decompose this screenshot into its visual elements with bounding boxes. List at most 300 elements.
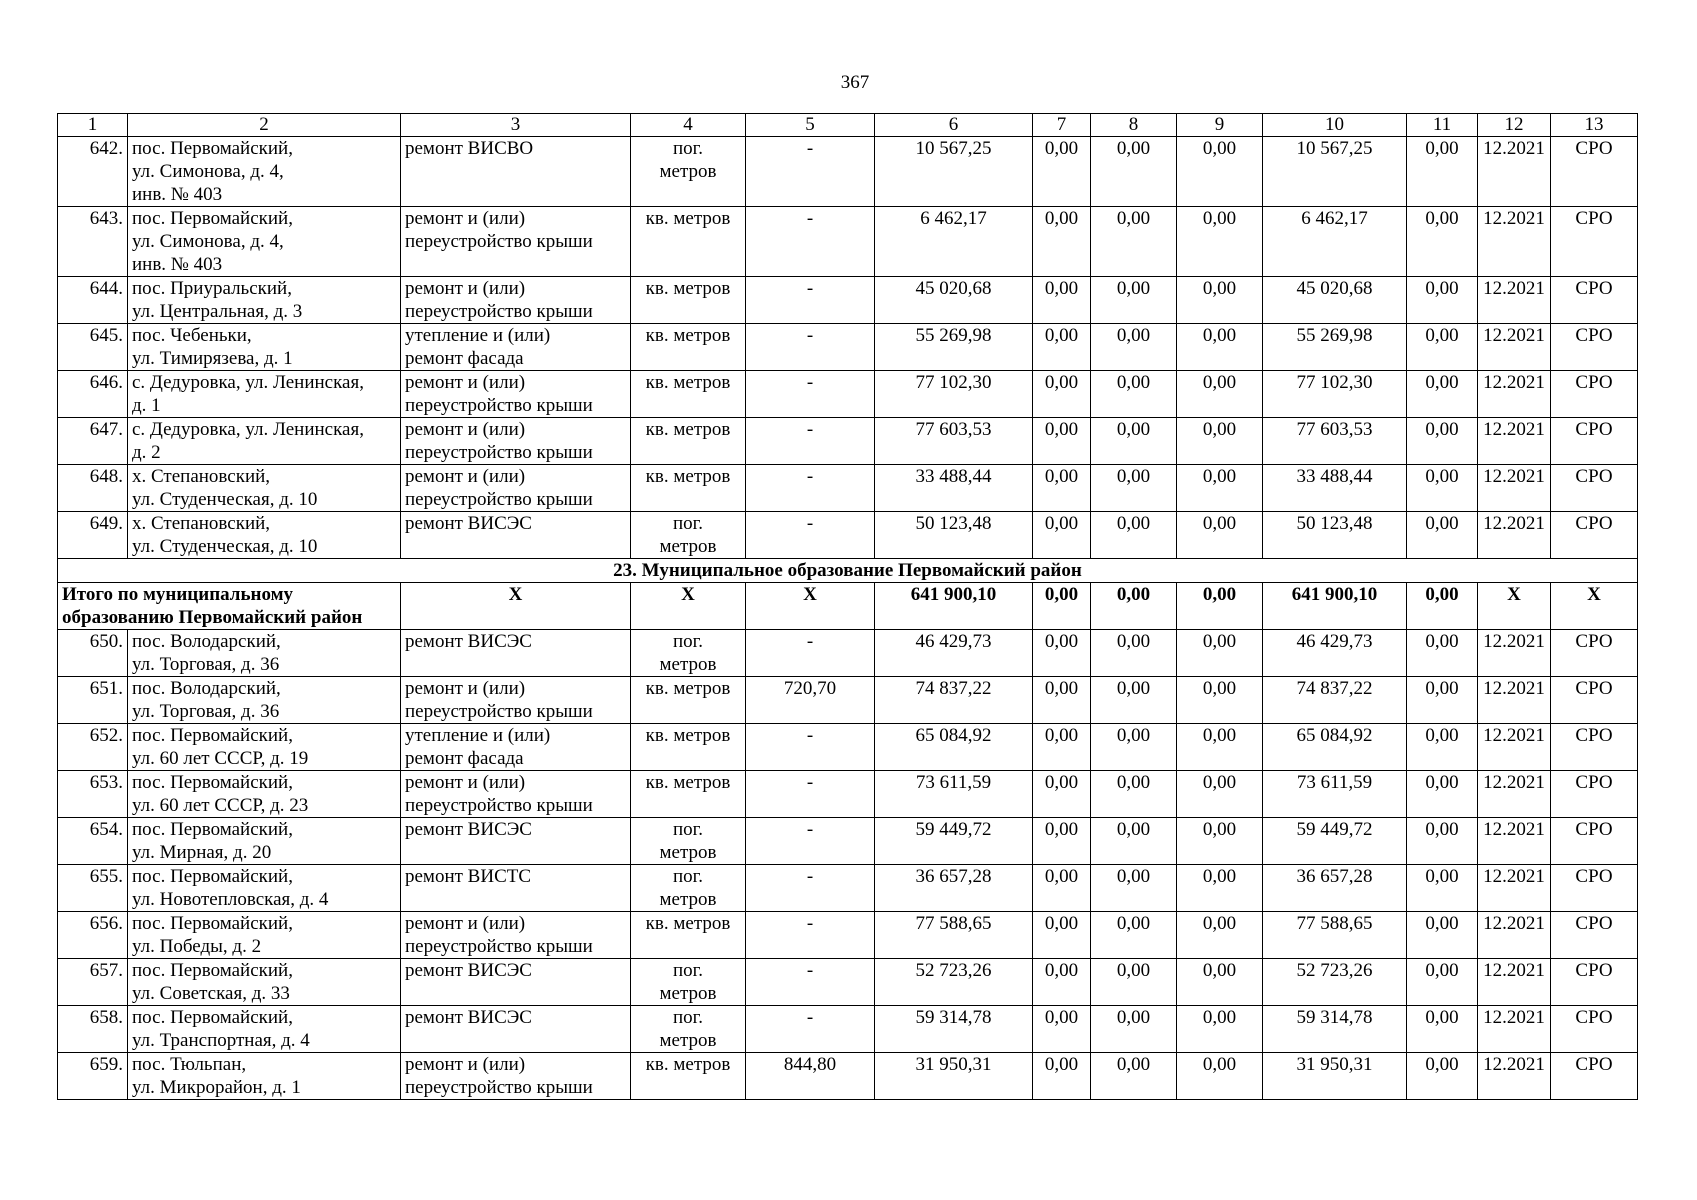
work-type-cell [401,1006,631,1053]
source-cell: СРО [1551,418,1638,465]
unit-cell [631,630,746,677]
col8-cell: 0,00 [1091,959,1177,1006]
source-cell: СРО [1551,137,1638,207]
deadline-cell: 12.2021 [1478,207,1551,277]
fund-cell: 55 269,98 [1263,324,1407,371]
row-number: 647. [58,418,128,465]
address-cell [128,630,401,677]
col5-cell: - [746,959,875,1006]
source-cell: СРО [1551,277,1638,324]
col11-cell: 0,00 [1407,465,1478,512]
unit-cell [631,959,746,1006]
source-cell: СРО [1551,630,1638,677]
total-col5: X [746,583,875,630]
table-row [58,1053,1638,1100]
deadline-cell: 12.2021 [1478,865,1551,912]
cost-total-cell: 31 950,31 [875,1053,1033,1100]
col7-cell: 0,00 [1033,465,1091,512]
work-type-cell-line: ремонт ВИСЭС [405,819,532,840]
cost-total-cell: 52 723,26 [875,959,1033,1006]
fund-cell: 77 102,30 [1263,371,1407,418]
deadline-cell: 12.2021 [1478,465,1551,512]
unit-cell [631,912,746,959]
address-cell-line: х. Степановский, [132,466,271,487]
col11-cell: 0,00 [1407,207,1478,277]
source-cell: СРО [1551,1053,1638,1100]
cost-total-cell: 33 488,44 [875,465,1033,512]
col5-cell: - [746,865,875,912]
row-number: 650. [58,630,128,677]
table-row [58,677,1638,724]
section-title: 23. Муниципальное образование Первомайский район [58,559,1638,583]
row-number: 649. [58,512,128,559]
col9-cell: 0,00 [1177,771,1263,818]
address-cell-line: пос. Первомайский, [132,960,293,981]
col5-cell: 720,70 [746,677,875,724]
fund-cell: 45 020,68 [1263,277,1407,324]
unit-cell-line: метров [659,842,717,863]
row-number: 651. [58,677,128,724]
cost-total-cell: 77 588,65 [875,912,1033,959]
work-type-cell [401,912,631,959]
table-row [58,207,1638,277]
table-row [58,865,1638,912]
col5-cell: - [746,277,875,324]
address-cell-line: ул. Микрорайон, д. 1 [132,1077,301,1098]
column-header-5: 5 [746,114,875,137]
work-type-cell-line: переустройство крыши [405,795,593,816]
address-cell-line: пос. Первомайский, [132,725,293,746]
row-number: 645. [58,324,128,371]
address-cell-line: д. 1 [132,395,161,416]
address-cell-line: ул. 60 лет СССР, д. 23 [132,795,309,816]
work-type-cell [401,724,631,771]
fund-cell: 31 950,31 [1263,1053,1407,1100]
table-row [58,371,1638,418]
col9-cell: 0,00 [1177,512,1263,559]
total-col13: X [1551,583,1638,630]
col9-cell: 0,00 [1177,418,1263,465]
fund-cell: 50 123,48 [1263,512,1407,559]
cost-total-cell: 59 314,78 [875,1006,1033,1053]
col11-cell: 0,00 [1407,630,1478,677]
col11-cell: 0,00 [1407,137,1478,207]
address-cell [128,324,401,371]
work-type-cell [401,418,631,465]
work-type-cell-line: ремонт фасада [405,348,524,369]
address-cell-line: ул. Транспортная, д. 4 [132,1030,310,1051]
col7-cell: 0,00 [1033,677,1091,724]
work-type-cell [401,324,631,371]
source-cell: СРО [1551,207,1638,277]
col5-cell: - [746,912,875,959]
row-number: 655. [58,865,128,912]
column-header-7: 7 [1033,114,1091,137]
unit-cell [631,1053,746,1100]
deadline-cell: 12.2021 [1478,818,1551,865]
address-cell-line: ул. Центральная, д. 3 [132,301,303,322]
total-label [58,583,401,630]
column-header-11: 11 [1407,114,1478,137]
address-cell [128,959,401,1006]
address-cell-line: пос. Тюльпан, [132,1054,247,1075]
col9-cell: 0,00 [1177,677,1263,724]
fund-cell: 46 429,73 [1263,630,1407,677]
table-row [58,277,1638,324]
column-header-9: 9 [1177,114,1263,137]
work-type-cell-line: ремонт ВИСЭС [405,631,532,652]
col5-cell: - [746,630,875,677]
work-type-cell [401,677,631,724]
unit-cell-line: метров [659,889,717,910]
row-number: 657. [58,959,128,1006]
total-col3: X [401,583,631,630]
work-type-cell-line: переустройство крыши [405,701,593,722]
unit-cell-line: метров [659,983,717,1004]
unit-cell-line: кв. метров [645,725,731,746]
unit-cell-line: кв. метров [645,419,731,440]
total-col4: X [631,583,746,630]
col7-cell: 0,00 [1033,818,1091,865]
col11-cell: 0,00 [1407,512,1478,559]
unit-cell [631,418,746,465]
work-type-cell-line: переустройство крыши [405,489,593,510]
col11-cell: 0,00 [1407,818,1478,865]
address-cell-line: пос. Володарский, [132,678,281,699]
col11-cell: 0,00 [1407,677,1478,724]
col9-cell: 0,00 [1177,1006,1263,1053]
column-header-6: 6 [875,114,1033,137]
col5-cell: - [746,1006,875,1053]
table-row [58,959,1638,1006]
work-type-cell-line: ремонт и (или) [405,772,526,793]
work-type-cell-line: утепление и (или) [405,325,551,346]
unit-cell-line: кв. метров [645,1054,731,1075]
row-number: 643. [58,207,128,277]
deadline-cell: 12.2021 [1478,137,1551,207]
work-type-cell-line: ремонт ВИСЭС [405,960,532,981]
address-cell [128,371,401,418]
fund-cell: 36 657,28 [1263,865,1407,912]
address-cell-line: ул. Симонова, д. 4, [132,161,284,182]
address-cell [128,771,401,818]
fund-cell: 77 603,53 [1263,418,1407,465]
cost-total-cell: 36 657,28 [875,865,1033,912]
work-type-cell-line: ремонт фасада [405,748,524,769]
table-row [58,137,1638,207]
address-cell-line: с. Дедуровка, ул. Ленинская, [132,372,364,393]
section-row [58,559,1638,583]
col5-cell: - [746,465,875,512]
work-type-cell [401,512,631,559]
address-cell [128,1053,401,1100]
cost-total-cell: 77 603,53 [875,418,1033,465]
col5-cell: - [746,512,875,559]
total-label-line: образованию Первомайский район [62,607,363,628]
total-col9: 0,00 [1177,583,1263,630]
table-row [58,465,1638,512]
unit-cell [631,1006,746,1053]
unit-cell [631,465,746,512]
deadline-cell: 12.2021 [1478,771,1551,818]
col11-cell: 0,00 [1407,324,1478,371]
col11-cell: 0,00 [1407,912,1478,959]
work-type-cell-line: переустройство крыши [405,936,593,957]
col7-cell: 0,00 [1033,512,1091,559]
col8-cell: 0,00 [1091,724,1177,771]
col8-cell: 0,00 [1091,324,1177,371]
unit-cell [631,371,746,418]
col7-cell: 0,00 [1033,324,1091,371]
unit-cell-line: пог. [672,631,704,652]
fund-cell: 65 084,92 [1263,724,1407,771]
unit-cell [631,137,746,207]
unit-cell [631,771,746,818]
col5-cell: - [746,418,875,465]
row-number: 656. [58,912,128,959]
deadline-cell: 12.2021 [1478,418,1551,465]
cost-total-cell: 73 611,59 [875,771,1033,818]
row-number: 646. [58,371,128,418]
col7-cell: 0,00 [1033,371,1091,418]
work-type-cell-line: ремонт и (или) [405,372,526,393]
col9-cell: 0,00 [1177,465,1263,512]
fund-cell: 33 488,44 [1263,465,1407,512]
work-type-cell [401,865,631,912]
work-type-cell-line: ремонт ВИСЭС [405,513,532,534]
address-cell-line: пос. Приуральский, [132,278,292,299]
fund-cell: 59 449,72 [1263,818,1407,865]
unit-cell-line: пог. [672,513,704,534]
unit-cell [631,724,746,771]
col9-cell: 0,00 [1177,207,1263,277]
total-label-line: Итого по муниципальному [62,584,294,605]
cost-total-cell: 65 084,92 [875,724,1033,771]
source-cell: СРО [1551,818,1638,865]
cost-total-cell: 46 429,73 [875,630,1033,677]
unit-cell-line: кв. метров [645,678,731,699]
source-cell: СРО [1551,771,1638,818]
work-type-cell [401,207,631,277]
row-number: 654. [58,818,128,865]
source-cell: СРО [1551,324,1638,371]
col7-cell: 0,00 [1033,1053,1091,1100]
work-type-cell-line: ремонт ВИСВО [405,138,534,159]
column-header-3: 3 [401,114,631,137]
table-row [58,512,1638,559]
col5-cell: 844,80 [746,1053,875,1100]
col11-cell: 0,00 [1407,771,1478,818]
col7-cell: 0,00 [1033,771,1091,818]
col7-cell: 0,00 [1033,1006,1091,1053]
deadline-cell: 12.2021 [1478,324,1551,371]
address-cell-line: ул. Студенческая, д. 10 [132,489,318,510]
work-type-cell-line: ремонт ВИСЭС [405,1007,532,1028]
col11-cell: 0,00 [1407,418,1478,465]
source-cell: СРО [1551,465,1638,512]
fund-cell: 52 723,26 [1263,959,1407,1006]
address-cell-line: пос. Первомайский, [132,772,293,793]
address-cell-line: д. 2 [132,442,161,463]
work-type-cell [401,277,631,324]
source-cell: СРО [1551,677,1638,724]
row-number: 642. [58,137,128,207]
address-cell-line: пос. Первомайский, [132,138,293,159]
col9-cell: 0,00 [1177,277,1263,324]
column-header-1: 1 [58,114,128,137]
work-type-cell-line: ремонт и (или) [405,419,526,440]
col8-cell: 0,00 [1091,630,1177,677]
work-type-cell-line: ремонт и (или) [405,913,526,934]
col8-cell: 0,00 [1091,818,1177,865]
deadline-cell: 12.2021 [1478,1053,1551,1100]
work-type-cell-line: ремонт и (или) [405,466,526,487]
unit-cell-line: кв. метров [645,466,731,487]
work-type-cell-line: переустройство крыши [405,395,593,416]
unit-cell-line: пог. [672,866,704,887]
col9-cell: 0,00 [1177,724,1263,771]
row-number: 658. [58,1006,128,1053]
unit-cell-line: метров [659,536,717,557]
col7-cell: 0,00 [1033,418,1091,465]
source-cell: СРО [1551,959,1638,1006]
col9-cell: 0,00 [1177,137,1263,207]
col7-cell: 0,00 [1033,207,1091,277]
fund-cell: 6 462,17 [1263,207,1407,277]
work-type-cell [401,959,631,1006]
row-number: 659. [58,1053,128,1100]
col8-cell: 0,00 [1091,418,1177,465]
col5-cell: - [746,771,875,818]
fund-cell: 77 588,65 [1263,912,1407,959]
col7-cell: 0,00 [1033,912,1091,959]
col8-cell: 0,00 [1091,1006,1177,1053]
col8-cell: 0,00 [1091,371,1177,418]
address-cell-line: х. Степановский, [132,513,271,534]
total-col8: 0,00 [1091,583,1177,630]
col7-cell: 0,00 [1033,959,1091,1006]
col8-cell: 0,00 [1091,1053,1177,1100]
deadline-cell: 12.2021 [1478,630,1551,677]
col5-cell: - [746,371,875,418]
cost-total-cell: 74 837,22 [875,677,1033,724]
column-header-4: 4 [631,114,746,137]
unit-cell-line: пог. [672,138,704,159]
column-header-10: 10 [1263,114,1407,137]
column-header-12: 12 [1478,114,1551,137]
table-row [58,724,1638,771]
table-row [58,818,1638,865]
address-cell [128,865,401,912]
total-cost: 641 900,10 [875,583,1033,630]
total-col11: 0,00 [1407,583,1478,630]
address-cell-line: ул. 60 лет СССР, д. 19 [132,748,309,769]
col9-cell: 0,00 [1177,630,1263,677]
col8-cell: 0,00 [1091,137,1177,207]
table-row [58,324,1638,371]
address-cell [128,1006,401,1053]
total-col12: X [1478,583,1551,630]
address-cell-line: ул. Мирная, д. 20 [132,842,272,863]
column-header-2: 2 [128,114,401,137]
row-number: 652. [58,724,128,771]
address-cell-line: пос. Первомайский, [132,1007,293,1028]
table-row [58,912,1638,959]
unit-cell [631,865,746,912]
source-cell: СРО [1551,724,1638,771]
unit-cell-line: кв. метров [645,913,731,934]
cost-total-cell: 77 102,30 [875,371,1033,418]
address-cell-line: ул. Новотепловская, д. 4 [132,889,329,910]
address-cell [128,677,401,724]
total-fund: 641 900,10 [1263,583,1407,630]
address-cell-line: ул. Тимирязева, д. 1 [132,348,293,369]
deadline-cell: 12.2021 [1478,724,1551,771]
address-cell-line: ул. Торговая, д. 36 [132,654,280,675]
col7-cell: 0,00 [1033,630,1091,677]
address-cell-line: ул. Советская, д. 33 [132,983,290,1004]
address-cell [128,818,401,865]
col5-cell: - [746,137,875,207]
unit-cell [631,677,746,724]
work-type-cell-line: ремонт ВИСТС [405,866,532,887]
work-type-cell-line: ремонт и (или) [405,208,526,229]
col9-cell: 0,00 [1177,818,1263,865]
address-cell-line: пос. Первомайский, [132,866,293,887]
address-cell [128,207,401,277]
capital-repair-table [57,113,1638,1100]
col9-cell: 0,00 [1177,959,1263,1006]
total-row [58,583,1638,630]
address-cell [128,277,401,324]
col8-cell: 0,00 [1091,465,1177,512]
work-type-cell-line: ремонт и (или) [405,1054,526,1075]
column-header-8: 8 [1091,114,1177,137]
deadline-cell: 12.2021 [1478,677,1551,724]
column-number-header-row [58,114,1638,137]
address-cell [128,465,401,512]
cost-total-cell: 55 269,98 [875,324,1033,371]
col8-cell: 0,00 [1091,771,1177,818]
deadline-cell: 12.2021 [1478,959,1551,1006]
address-cell-line: инв. № 403 [132,184,223,205]
unit-cell [631,324,746,371]
address-cell-line: ул. Студенческая, д. 10 [132,536,318,557]
unit-cell-line: кв. метров [645,278,731,299]
table-row [58,630,1638,677]
work-type-cell-line: переустройство крыши [405,231,593,252]
unit-cell-line: пог. [672,1007,704,1028]
col11-cell: 0,00 [1407,865,1478,912]
address-cell [128,724,401,771]
fund-cell: 10 567,25 [1263,137,1407,207]
address-cell [128,418,401,465]
deadline-cell: 12.2021 [1478,277,1551,324]
address-cell-line: пос. Чебеньки, [132,325,252,346]
work-type-cell-line: утепление и (или) [405,725,551,746]
unit-cell-line: кв. метров [645,372,731,393]
work-type-cell [401,137,631,207]
row-number: 653. [58,771,128,818]
source-cell: СРО [1551,912,1638,959]
address-cell-line: пос. Первомайский, [132,913,293,934]
unit-cell-line: кв. метров [645,325,731,346]
col7-cell: 0,00 [1033,277,1091,324]
unit-cell [631,818,746,865]
cost-total-cell: 59 449,72 [875,818,1033,865]
col9-cell: 0,00 [1177,912,1263,959]
work-type-cell-line: переустройство крыши [405,442,593,463]
